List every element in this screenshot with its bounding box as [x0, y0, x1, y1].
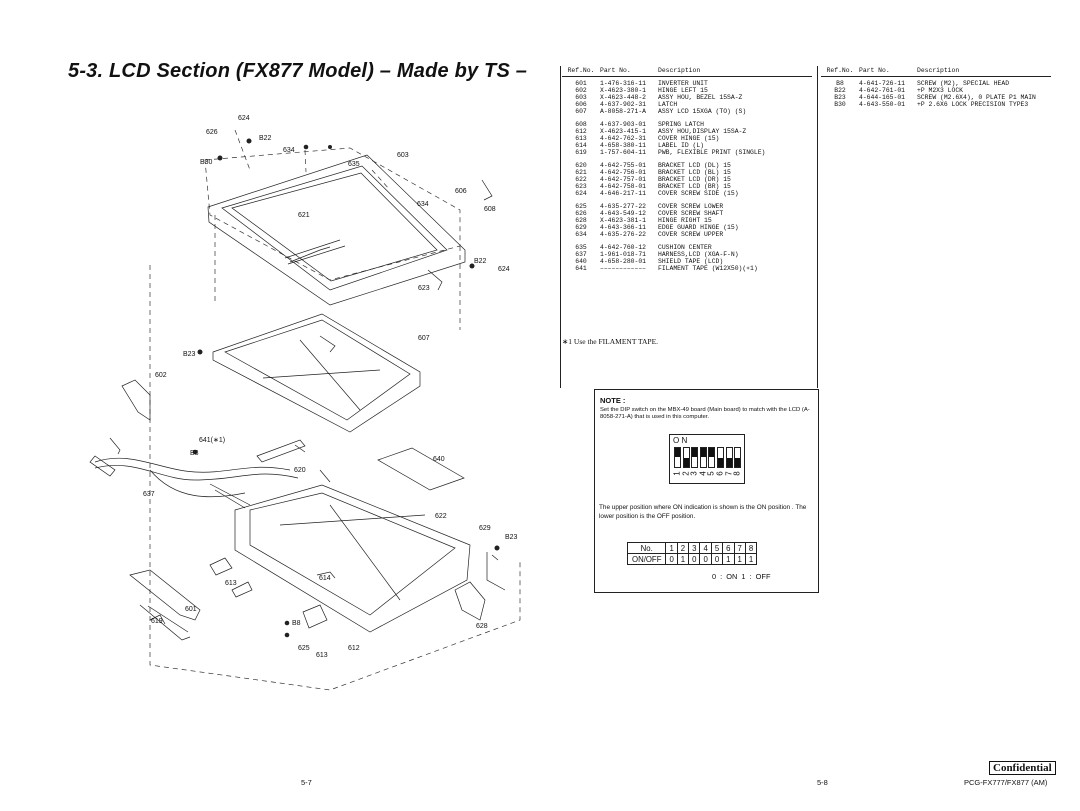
- table-row: [562, 266, 812, 273]
- dip-switch-4: [700, 447, 707, 468]
- dip-number: 3: [689, 471, 699, 476]
- on-off-legend: 0 : ON 1 : OFF: [712, 572, 771, 581]
- switch-position-note: The upper position where ON indication is shown is the ON position . The lower position is the OFF position.: [599, 504, 807, 520]
- part-ref: 628: [575, 216, 587, 224]
- part-description: HINGE LEFT 15: [658, 86, 708, 94]
- part-ref: 619: [575, 148, 587, 156]
- part-number: 4-643-366-11: [600, 223, 647, 231]
- part-number: 4-641-726-11: [859, 79, 906, 87]
- callout-label: 634: [417, 201, 429, 208]
- callout-label: 634: [283, 147, 295, 154]
- parts-rows: [821, 81, 1051, 109]
- callout-label: 622: [435, 513, 447, 520]
- table-row: [628, 543, 757, 554]
- callout-label: B8: [190, 450, 199, 457]
- part-description: CUSHION CENTER: [658, 244, 712, 252]
- part-number: 4-642-758-01: [600, 182, 647, 190]
- callout-label: 613: [225, 580, 237, 587]
- part-description: PWB, FLEXIBLE PRINT (SINGLE): [658, 148, 766, 156]
- dip-number: 2: [681, 471, 691, 476]
- part-number: ––––––––––––: [600, 264, 647, 272]
- page-number-left: 5-7: [301, 778, 312, 787]
- part-ref: 635: [575, 244, 587, 252]
- part-ref: 613: [575, 134, 587, 142]
- dip-switch-illustration: [669, 434, 745, 484]
- callout-label: 640: [433, 456, 445, 463]
- dip-switch-2: [683, 447, 690, 468]
- part-ref: 629: [575, 223, 587, 231]
- part-number: X-4623-448-2: [600, 93, 647, 101]
- part-description: ASSY LCD 15XGA (TO) (S): [658, 107, 747, 115]
- part-ref: B22: [834, 86, 846, 94]
- table-row: [562, 109, 812, 116]
- dip-switch-1: [674, 447, 681, 468]
- callout-label: 612: [348, 645, 360, 652]
- part-number: 4-637-903-01: [600, 120, 647, 128]
- part-number: 4-658-380-11: [600, 141, 647, 149]
- table-row: [821, 102, 1051, 109]
- part-description: FILAMENT TAPE (W12X50)(∗1): [658, 264, 758, 272]
- callout-label: B23: [183, 351, 196, 358]
- part-description: LATCH: [658, 100, 678, 108]
- part-description: BRACKET LCD (BR) 15: [658, 182, 731, 190]
- switch-number-cell: 2: [677, 543, 688, 554]
- dip-state-table: [627, 542, 757, 565]
- callout-label: 603: [397, 152, 409, 159]
- callout-label: 628: [476, 623, 488, 630]
- parts-rows: [562, 81, 812, 273]
- part-ref: 637: [575, 250, 587, 258]
- switch-value-cell: 1: [745, 554, 756, 565]
- parts-table-left: [562, 68, 812, 273]
- callout-label: B22: [259, 135, 272, 142]
- part-description: BRACKET LCD (DL) 15: [658, 161, 731, 169]
- switch-value-cell: 0: [700, 554, 711, 565]
- part-ref: 621: [575, 168, 587, 176]
- switch-value-cell: 1: [723, 554, 734, 565]
- callout-label: 602: [155, 372, 167, 379]
- part-description: BRACKET LCD (DR) 15: [658, 175, 731, 183]
- part-ref: 622: [575, 175, 587, 183]
- part-description: SHIELD TAPE (LCD): [658, 257, 724, 265]
- header-desc: Description: [658, 67, 701, 74]
- switch-value-cell: 0: [711, 554, 722, 565]
- switch-number-cell: 8: [745, 543, 756, 554]
- part-ref: B23: [834, 93, 846, 101]
- part-number: 4-642-761-01: [859, 86, 906, 94]
- table-header: [562, 68, 812, 77]
- part-description: COVER SCREW SIDE (15): [658, 189, 739, 197]
- part-description: HINGE RIGHT 15: [658, 216, 712, 224]
- part-description: ASSY HOU,DISPLAY 15SA-Z: [658, 127, 747, 135]
- switch-number-cell: 3: [689, 543, 700, 554]
- switch-number-cell: 7: [734, 543, 745, 554]
- part-description: SPRING LATCH: [658, 120, 705, 128]
- part-number: 1-476-316-11: [600, 79, 647, 87]
- row-label: No.: [628, 543, 666, 554]
- footnote: ∗1 Use the FILAMENT TAPE.: [562, 337, 659, 346]
- part-number: 4-635-276-22: [600, 230, 647, 238]
- part-number: 4-642-756-01: [600, 168, 647, 176]
- part-description: INVERTER UNIT: [658, 79, 708, 87]
- table-row: [628, 554, 757, 565]
- header-ref: Ref.No.: [567, 67, 595, 74]
- part-ref: 620: [575, 161, 587, 169]
- part-number: 4-637-902-31: [600, 100, 647, 108]
- exploded-view-diagram: [0, 0, 540, 700]
- row-label: ON/OFF: [628, 554, 666, 565]
- part-ref: B8: [836, 79, 844, 87]
- note-label: NOTE :: [600, 396, 626, 405]
- part-ref: 608: [575, 120, 587, 128]
- part-number: 4-658-280-01: [600, 257, 647, 265]
- note-text: Set the DIP switch on the MBX-49 board (Main board) to match with the LCD (A-8058-271-A) that is used in this computer.: [600, 407, 810, 420]
- part-ref: 625: [575, 203, 587, 210]
- dip-number: 6: [715, 471, 725, 476]
- part-ref: 634: [575, 230, 587, 238]
- callout-label: 607: [418, 335, 430, 342]
- dip-switch-3: [691, 447, 698, 468]
- switch-value-cell: 0: [666, 554, 677, 565]
- callout-label: 606: [455, 188, 467, 195]
- part-ref: 603: [575, 93, 587, 101]
- header-part: Part No.: [859, 67, 890, 74]
- part-ref: 606: [575, 100, 587, 108]
- header-desc: Description: [917, 67, 960, 74]
- header-ref: Ref.No.: [826, 67, 854, 74]
- part-number: A-8058-271-A: [600, 107, 647, 115]
- part-number: X-4623-381-1: [600, 216, 647, 224]
- part-ref: 624: [575, 189, 587, 197]
- callout-label: 635: [348, 161, 360, 168]
- part-number: 4-642-762-31: [600, 134, 647, 142]
- part-number: 1-961-018-71: [600, 250, 647, 258]
- callout-label: 641(∗1): [199, 437, 226, 444]
- callout-label: B30: [200, 159, 213, 166]
- parts-table-right: [821, 68, 1051, 109]
- switch-value-cell: 0: [689, 554, 700, 565]
- callout-label: 619: [151, 618, 163, 625]
- part-description: +P M2X3 LOCK: [917, 86, 964, 94]
- callout-label: B23: [505, 534, 518, 541]
- part-description: COVER HINGE (15): [658, 134, 720, 142]
- part-description: COVER SCREW LOWER: [658, 203, 724, 210]
- callout-label: 613: [316, 652, 328, 659]
- part-number: 4-642-757-01: [600, 175, 647, 183]
- part-description: SCREW (M2.6X4), 0 PLATE P1 MAIN: [917, 93, 1036, 101]
- table-row: [562, 150, 812, 157]
- callout-label: 624: [498, 266, 510, 273]
- part-description: ASSY HOU, BEZEL 15SA-Z: [658, 93, 743, 101]
- page-number-right: 5-8: [817, 778, 828, 787]
- switch-number-cell: 6: [723, 543, 734, 554]
- table-row: [562, 191, 812, 198]
- part-number: X-4623-380-1: [600, 86, 647, 94]
- part-ref: 626: [575, 209, 587, 217]
- table-header: [821, 68, 1051, 77]
- column-divider: [817, 66, 818, 388]
- part-number: 4-646-217-11: [600, 189, 647, 197]
- part-ref: 623: [575, 182, 587, 190]
- dip-on-label: O N: [673, 436, 688, 445]
- callout-label: 637: [143, 491, 155, 498]
- callout-label: 629: [479, 525, 491, 532]
- callout-label: B22: [474, 258, 487, 265]
- part-description: HARNESS,LCD (XGA-F-N): [658, 250, 739, 258]
- dip-switch-8: [734, 447, 741, 468]
- part-description: COVER SCREW SHAFT: [658, 209, 724, 217]
- part-description: +P 2.6X6 LOCK PRECISION TYPE3: [917, 100, 1029, 108]
- table-row: [562, 232, 812, 239]
- callout-label: 608: [484, 206, 496, 213]
- dip-number: 4: [698, 471, 708, 476]
- dip-switch-7: [726, 447, 733, 468]
- callout-label: 623: [418, 285, 430, 292]
- part-ref: 602: [575, 86, 587, 94]
- callout-label: 624: [238, 115, 250, 122]
- dip-number: 1: [672, 471, 682, 476]
- callout-label: 625: [298, 645, 310, 652]
- dip-number: 5: [706, 471, 716, 476]
- part-ref: 601: [575, 79, 587, 87]
- dip-number: 7: [724, 471, 734, 476]
- page-title: 5-3. LCD Section (FX877 Model) – Made by TS –: [68, 60, 528, 82]
- switch-number-cell: 1: [666, 543, 677, 554]
- switch-value-cell: 1: [677, 554, 688, 565]
- part-description: LABEL ID (L): [658, 141, 705, 149]
- switch-number-cell: 5: [711, 543, 722, 554]
- part-description: SCREW (M2), SPECIAL HEAD: [917, 79, 1010, 87]
- dip-switch-5: [708, 447, 715, 468]
- part-number: 4-643-550-01: [859, 100, 906, 108]
- dip-number: 8: [732, 471, 742, 476]
- callout-label: B8: [292, 620, 301, 627]
- column-divider: [560, 66, 561, 388]
- model-label: PCG-FX777/FX877 (AM): [964, 778, 1048, 787]
- part-number: X-4623-415-1: [600, 127, 647, 135]
- callout-label: 626: [206, 129, 218, 136]
- switch-number-cell: 4: [700, 543, 711, 554]
- callout-label: 601: [185, 606, 197, 613]
- part-description: EDGE GUARD HINGE (15): [658, 223, 739, 231]
- switch-value-cell: 1: [734, 554, 745, 565]
- part-number: 1-757-604-11: [600, 148, 647, 156]
- callout-label: 620: [294, 467, 306, 474]
- part-ref: 640: [575, 257, 587, 265]
- part-number: 4-642-755-01: [600, 161, 647, 169]
- dip-switch-6: [717, 447, 724, 468]
- part-ref: 614: [575, 141, 587, 149]
- header-part: Part No.: [600, 67, 631, 74]
- part-number: 4-643-549-12: [600, 209, 647, 217]
- part-description: COVER SCREW UPPER: [658, 230, 724, 238]
- part-number: 4-642-760-12: [600, 244, 647, 252]
- part-ref: 641: [575, 264, 587, 272]
- confidential-label: Confidential: [989, 761, 1056, 775]
- part-description: BRACKET LCD (BL) 15: [658, 168, 731, 176]
- part-number: 4-644-165-01: [859, 93, 906, 101]
- part-ref: 612: [575, 127, 587, 135]
- part-number: 4-635-277-22: [600, 203, 647, 210]
- callout-label: 621: [298, 212, 310, 219]
- part-ref: B30: [834, 100, 846, 108]
- part-ref: 607: [575, 107, 587, 115]
- callout-label: 614: [319, 575, 331, 582]
